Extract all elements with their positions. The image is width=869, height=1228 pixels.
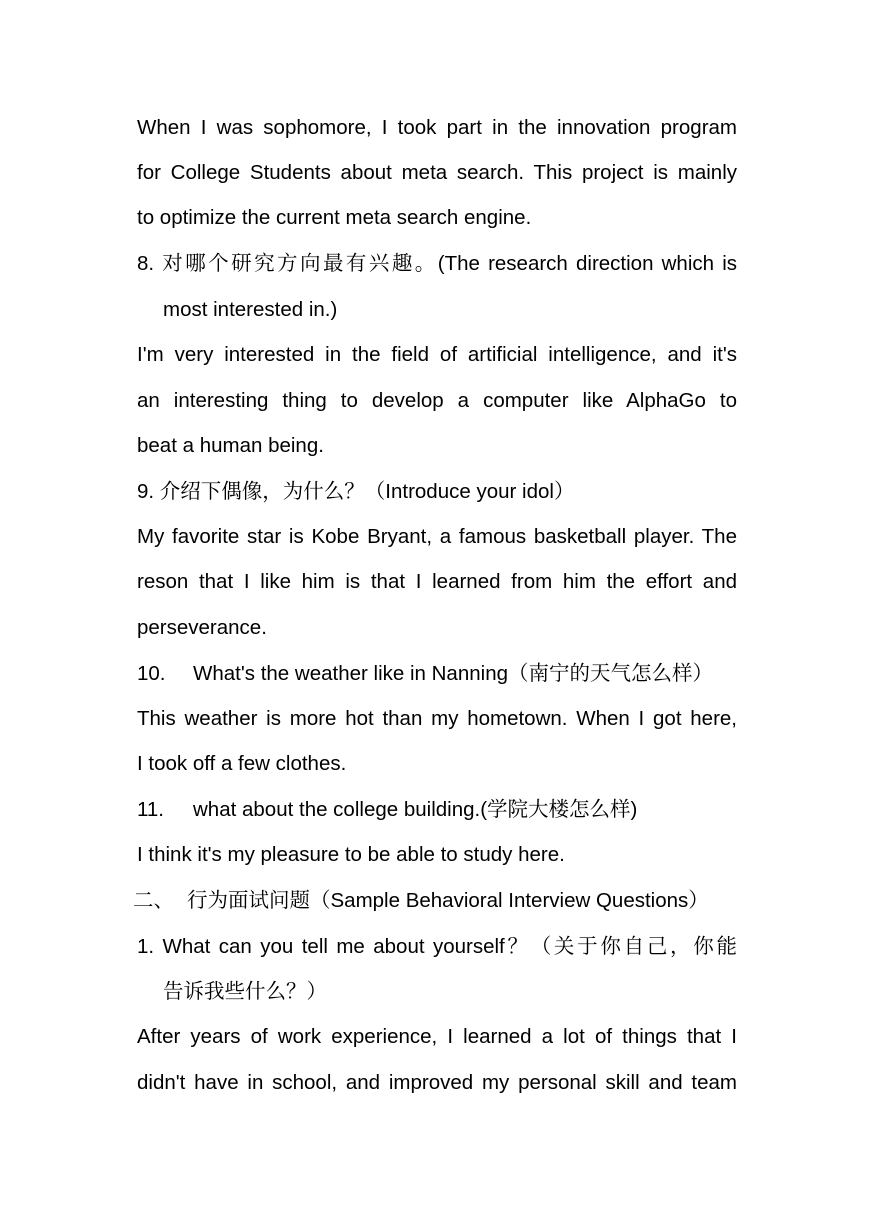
paragraph-line: for College Students about meta search. This project is mainly [137, 161, 737, 184]
question-1-continued: 告诉我些什么？） [163, 980, 327, 1003]
paragraph-line: This weather is more hot than my hometown. When I got here, [137, 707, 737, 730]
paragraph-line: My favorite star is Kobe Bryant, a famous basketball player. The [137, 525, 737, 548]
question-number: 10. [137, 662, 166, 685]
paragraph-line: didn't have in school, and improved my personal skill and team [137, 1071, 737, 1094]
question-11 [137, 795, 737, 825]
section-title: 行为面试问题（Sample Behavioral Interview Questions） [187, 889, 709, 912]
question-number: 11. [137, 798, 164, 821]
paragraph-line: perseverance. [137, 616, 267, 639]
paragraph-line: I think it's my pleasure to be able to study here. [137, 843, 565, 866]
question-9: 9. 介绍下偶像，为什么？（Introduce your idol） [137, 480, 575, 503]
section-marker: 二、 [133, 889, 174, 912]
question-8-continued: most interested in.) [163, 298, 338, 321]
paragraph-line: After years of work experience, I learned a lot of things that I [137, 1025, 737, 1048]
question-text: What's the weather like in Nanning（南宁的天气怎么样） [193, 662, 713, 685]
paragraph-line: I took off a few clothes. [137, 752, 347, 775]
question-text: what about the college building.(学院大楼怎么样) [193, 798, 638, 821]
question-10 [137, 659, 737, 689]
paragraph-line: I'm very interested in the field of artificial intelligence, and it's [137, 343, 737, 366]
paragraph-line: beat a human being. [137, 434, 324, 457]
question-1: 1. What can you tell me about yourself？（关于你自己，你能 [137, 935, 737, 958]
paragraph-line: to optimize the current meta search engine. [137, 206, 532, 229]
paragraph-line: When I was sophomore, I took part in the innovation program [137, 116, 737, 139]
section-heading [133, 886, 743, 916]
question-8: 8. 对哪个研究方向最有兴趣。(The research direction which is [137, 252, 737, 275]
paragraph-line: an interesting thing to develop a computer like AlphaGo to [137, 389, 737, 412]
paragraph-line: reson that I like him is that I learned from him the effort and [137, 570, 737, 593]
